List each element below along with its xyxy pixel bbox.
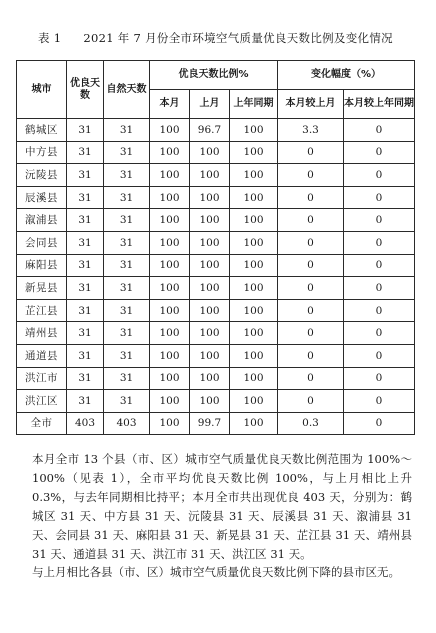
cell-last-month: 100 — [190, 254, 230, 277]
cell-last-year-same: 100 — [230, 209, 278, 232]
cell-last-year-same: 100 — [230, 412, 278, 435]
cell-city: 洪江市 — [17, 367, 67, 390]
table-row — [17, 119, 415, 142]
cell-last-year-same: 100 — [230, 254, 278, 277]
cell-natural-days: 31 — [104, 299, 150, 322]
cell-good-days: 31 — [67, 390, 104, 413]
cell-this-month: 100 — [150, 390, 190, 413]
cell-vs-last-month: 0 — [278, 164, 344, 187]
table-row — [17, 141, 415, 164]
cell-city: 辰溪县 — [17, 186, 67, 209]
cell-natural-days: 31 — [104, 390, 150, 413]
table-row — [17, 164, 415, 187]
table-body — [17, 119, 415, 435]
table-row — [17, 367, 415, 390]
cell-vs-last-year: 0 — [344, 412, 415, 435]
cell-vs-last-year: 0 — [344, 344, 415, 367]
cell-this-month: 100 — [150, 209, 190, 232]
table-title: 2021 年 7 月份全市环境空气质量优良天数比例及变化情况 — [83, 31, 393, 45]
table-header — [17, 61, 415, 119]
cell-good-days: 31 — [67, 299, 104, 322]
table-row — [17, 231, 415, 254]
cell-this-month: 100 — [150, 186, 190, 209]
decline-paragraph: 与上月相比各县（市、区）城市空气质量优良天数比例下降的县市区无。 — [32, 564, 400, 579]
header-good-days: 优良天数 — [67, 61, 104, 119]
cell-last-year-same: 100 — [230, 390, 278, 413]
cell-this-month: 100 — [150, 164, 190, 187]
cell-last-year-same: 100 — [230, 344, 278, 367]
header-vs-last-month: 本月较上月 — [278, 90, 344, 119]
header-change-group: 变化幅度（%） — [278, 61, 415, 90]
cell-vs-last-year: 0 — [344, 299, 415, 322]
cell-last-month: 100 — [190, 141, 230, 164]
cell-vs-last-year: 0 — [344, 367, 415, 390]
cell-last-year-same: 100 — [230, 322, 278, 345]
cell-city: 麻阳县 — [17, 254, 67, 277]
cell-city: 沅陵县 — [17, 164, 67, 187]
table-row — [17, 186, 415, 209]
cell-last-year-same: 100 — [230, 164, 278, 187]
cell-good-days: 31 — [67, 344, 104, 367]
cell-natural-days: 31 — [104, 254, 150, 277]
cell-good-days: 31 — [67, 367, 104, 390]
header-this-month: 本月 — [150, 90, 190, 119]
cell-vs-last-year: 0 — [344, 141, 415, 164]
cell-last-month: 100 — [190, 299, 230, 322]
table-number: 表 1 — [38, 31, 62, 45]
header-vs-last-year: 本月较上年同期 — [344, 90, 415, 119]
cell-city: 中方县 — [17, 141, 67, 164]
header-natural-days: 自然天数 — [104, 61, 150, 119]
table-row — [17, 322, 415, 345]
cell-natural-days: 31 — [104, 209, 150, 232]
cell-good-days: 31 — [67, 164, 104, 187]
cell-city: 全市 — [17, 412, 67, 435]
header-last-month: 上月 — [190, 90, 230, 119]
cell-good-days: 31 — [67, 231, 104, 254]
cell-city: 芷江县 — [17, 299, 67, 322]
cell-vs-last-month: 0 — [278, 299, 344, 322]
cell-this-month: 100 — [150, 344, 190, 367]
cell-natural-days: 31 — [104, 164, 150, 187]
cell-this-month: 100 — [150, 277, 190, 300]
cell-vs-last-year: 0 — [344, 164, 415, 187]
cell-natural-days: 31 — [104, 119, 150, 142]
air-quality-table — [16, 60, 415, 435]
cell-last-year-same: 100 — [230, 186, 278, 209]
cell-vs-last-year: 0 — [344, 254, 415, 277]
cell-city: 洪江区 — [17, 390, 67, 413]
cell-vs-last-month: 0 — [278, 344, 344, 367]
cell-vs-last-year: 0 — [344, 119, 415, 142]
cell-city: 通道县 — [17, 344, 67, 367]
cell-vs-last-month: 0 — [278, 186, 344, 209]
cell-vs-last-month: 0 — [278, 277, 344, 300]
cell-last-month: 100 — [190, 164, 230, 187]
table-row — [17, 344, 415, 367]
cell-good-days: 31 — [67, 254, 104, 277]
cell-vs-last-month: 0 — [278, 322, 344, 345]
cell-vs-last-year: 0 — [344, 277, 415, 300]
cell-this-month: 100 — [150, 412, 190, 435]
header-ratio-group: 优良天数比例% — [150, 61, 278, 90]
cell-this-month: 100 — [150, 119, 190, 142]
table-row — [17, 299, 415, 322]
cell-good-days: 31 — [67, 119, 104, 142]
cell-vs-last-year: 0 — [344, 231, 415, 254]
cell-natural-days: 31 — [104, 277, 150, 300]
cell-natural-days: 31 — [104, 231, 150, 254]
cell-vs-last-year: 0 — [344, 186, 415, 209]
summary-paragraph: 本月全市 13 个县（市、区）城市空气质量优良天数比例范围为 100%～100%（见表 1），全市平均优良天数比例 100%，与上月相比上升 0.3%，与去年同期相比持平；本月全市共出现优良 403 天，分别为：鹤城区 31 天、中方县 31 天、沅陵县 31 天、辰溪县 31 天、溆浦县 31 天、会同县 31 天、麻阳县 31 天、新晃县 31 天、芷江县 31 天、靖州县 31 天、通道县 31 天、洪江市 31 天、洪江区 31 天。 — [32, 451, 412, 561]
cell-last-year-same: 100 — [230, 231, 278, 254]
cell-last-month: 100 — [190, 390, 230, 413]
cell-last-year-same: 100 — [230, 119, 278, 142]
cell-last-month: 99.7 — [190, 412, 230, 435]
cell-natural-days: 31 — [104, 322, 150, 345]
cell-this-month: 100 — [150, 299, 190, 322]
table-row — [17, 209, 415, 232]
table-row — [17, 390, 415, 413]
cell-vs-last-month: 0 — [278, 367, 344, 390]
cell-last-month: 100 — [190, 322, 230, 345]
cell-this-month: 100 — [150, 322, 190, 345]
table-row — [17, 254, 415, 277]
cell-last-month: 100 — [190, 231, 230, 254]
cell-last-year-same: 100 — [230, 299, 278, 322]
cell-this-month: 100 — [150, 141, 190, 164]
cell-last-year-same: 100 — [230, 277, 278, 300]
cell-natural-days: 31 — [104, 141, 150, 164]
header-city: 城市 — [17, 61, 67, 119]
header-last-year-same: 上年同期 — [230, 90, 278, 119]
cell-natural-days: 31 — [104, 186, 150, 209]
cell-last-month: 100 — [190, 186, 230, 209]
cell-vs-last-year: 0 — [344, 322, 415, 345]
cell-vs-last-month: 0 — [278, 254, 344, 277]
cell-vs-last-year: 0 — [344, 209, 415, 232]
cell-last-year-same: 100 — [230, 141, 278, 164]
cell-vs-last-month: 0 — [278, 209, 344, 232]
cell-natural-days: 31 — [104, 367, 150, 390]
table-row — [17, 277, 415, 300]
cell-vs-last-month: 0.3 — [278, 412, 344, 435]
cell-vs-last-month: 0 — [278, 231, 344, 254]
cell-city: 靖州县 — [17, 322, 67, 345]
cell-this-month: 100 — [150, 367, 190, 390]
cell-last-month: 100 — [190, 344, 230, 367]
cell-natural-days: 403 — [104, 412, 150, 435]
cell-good-days: 31 — [67, 277, 104, 300]
cell-good-days: 403 — [67, 412, 104, 435]
cell-city: 会同县 — [17, 231, 67, 254]
cell-good-days: 31 — [67, 322, 104, 345]
table-caption — [38, 30, 393, 46]
cell-good-days: 31 — [67, 186, 104, 209]
cell-vs-last-year: 0 — [344, 390, 415, 413]
cell-city: 溆浦县 — [17, 209, 67, 232]
table-row-total — [17, 412, 415, 435]
cell-vs-last-month: 3.3 — [278, 119, 344, 142]
cell-last-month: 100 — [190, 367, 230, 390]
cell-city: 新晃县 — [17, 277, 67, 300]
cell-natural-days: 31 — [104, 344, 150, 367]
cell-last-month: 96.7 — [190, 119, 230, 142]
cell-this-month: 100 — [150, 231, 190, 254]
cell-good-days: 31 — [67, 141, 104, 164]
cell-city: 鹤城区 — [17, 119, 67, 142]
cell-vs-last-month: 0 — [278, 141, 344, 164]
cell-last-month: 100 — [190, 209, 230, 232]
cell-good-days: 31 — [67, 209, 104, 232]
cell-last-month: 100 — [190, 277, 230, 300]
cell-last-year-same: 100 — [230, 367, 278, 390]
cell-vs-last-month: 0 — [278, 390, 344, 413]
cell-this-month: 100 — [150, 254, 190, 277]
